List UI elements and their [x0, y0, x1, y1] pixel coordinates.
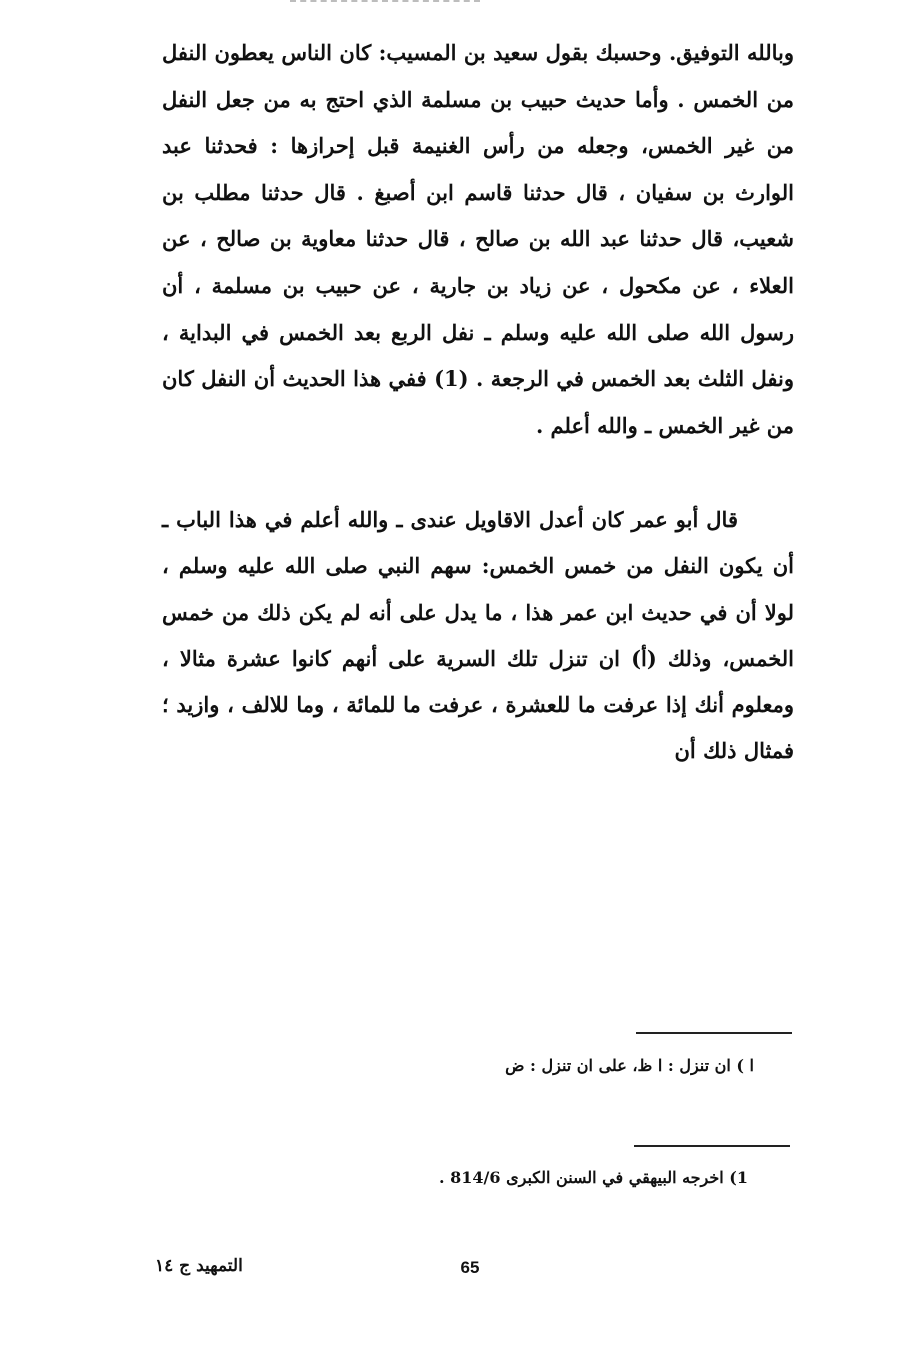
running-footer-title: التمهيد ج ١٤: [155, 1256, 243, 1276]
body-paragraph-2: قال أبو عمر كان أعدل الاقاويل عندى ـ والله أعلم في هذا الباب ـ أن يكون النفل من خمس الخمس: سهم النبي صلى الله عليه وسلم ، لولا أن في حديث ابن عمر هذا ، ما يدل على أنه لم يكن ذلك من خمس الخمس، وذلك (أ) ان تنزل تلك السرية على أنهم كانوا عشرة مثالا ، ومعلوم أنك إذا عرفت ما للعشرة ، عرفت ما للمائة ، وما للالف ، وازيد ؛ فمثال ذلك أن: [162, 507, 794, 764]
footnote-variant: ا ) ان تنزل : ا ظ، على ان تنزل : ض: [505, 1056, 754, 1075]
top-edge-rule: [290, 0, 480, 2]
footnote-separator-1: [636, 1032, 792, 1034]
body-paragraph-1: وبالله التوفيق. وحسبك بقول سعيد بن المسيب: كان الناس يعطون النفل من الخمس . وأما حديث حبيب بن مسلمة الذي احتج به من جعل النفل من غير الخمس، وجعله من رأس الغنيمة قبل إحرازها : فحدثنا عبد الوارث بن سفيان ، قال حدثنا قاسم ابن أصبغ . قال حدثنا مطلب بن شعيب، قال حدثنا عبد الله بن صالح ، قال حدثنا معاوية بن صالح ، عن العلاء ، عن مكحول ، عن زياد بن جارية ، عن حبيب بن مسلمة ، أن رسول الله صلى الله عليه وسلم ـ نفل الربع بعد الخمس في البداية ، ونفل الثلث بعد الخمس في الرجعة . (1) ففي هذا الحديث أن النفل كان من غير الخمس ـ والله أعلم .: [162, 40, 794, 438]
page-number: 65: [460, 1258, 480, 1277]
footnote-source: 1) اخرجه البيهقي في السنن الكبرى 814/6 .: [439, 1168, 748, 1187]
footnote-separator-2: [634, 1145, 790, 1147]
